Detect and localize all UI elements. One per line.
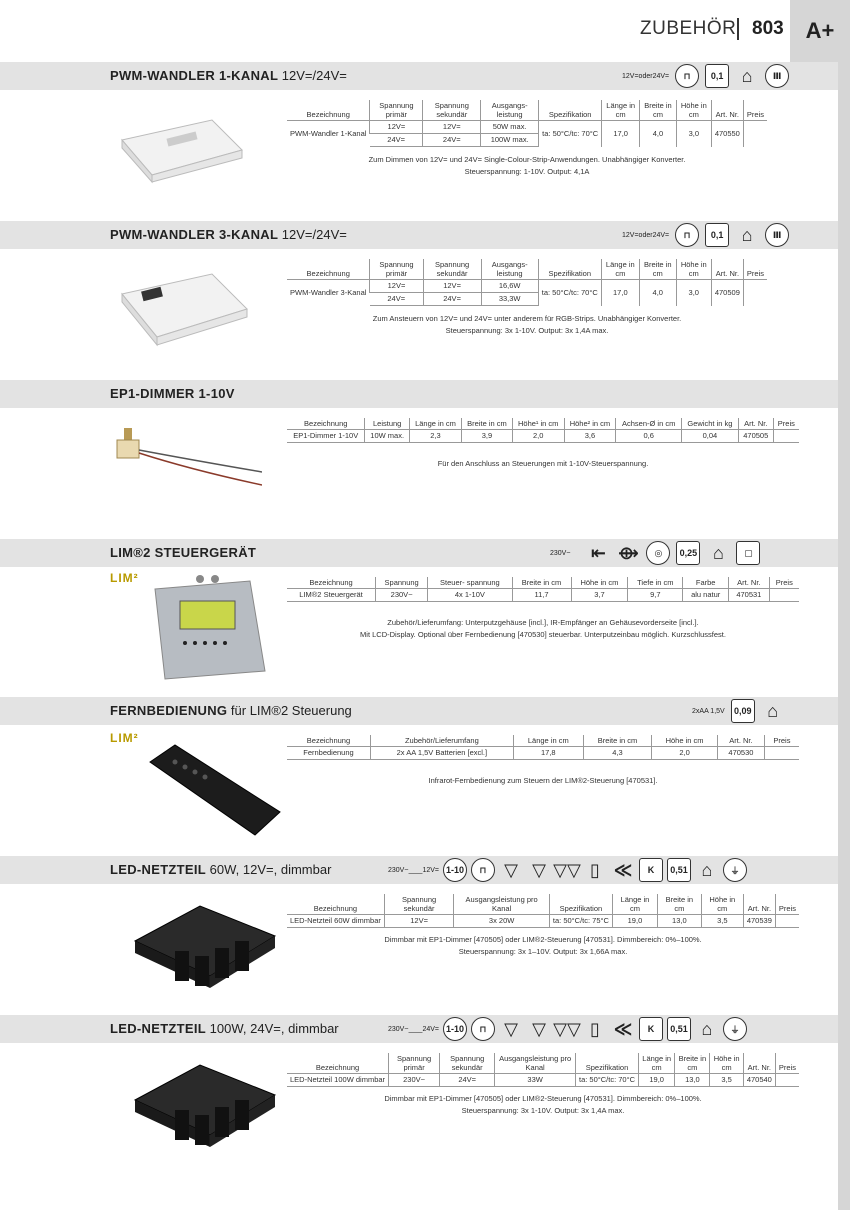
voltage-note: 12V= oder 24V= [622, 231, 670, 239]
spec-table: Bezeichnung Spannung primär Spannung sekundär Ausgangsleistung pro Kanal Spezifikation Länge in cm Breite in cm Höhe in cm Art. Nr. Preis LED-Netzteil 100W dimmbar 230V~ 24V= 33W ta: 50°C/tc: 70°C 19,0 13,0 3,5 470540 [287, 1053, 799, 1087]
lim-logo: LIM² [110, 731, 139, 745]
section-remote [0, 697, 838, 785]
class-ii-icon: ▢ [736, 541, 760, 565]
section-title: LED-NETZTEIL 100W, 24V=, dimmbar [110, 1021, 339, 1036]
ff-mark-icon: ▽▽ [553, 1018, 581, 1039]
section-title: PWM-WANDLER 3-KANAL 12V=/24V= [110, 227, 347, 242]
protection-class-icon: ⊓ [471, 1017, 495, 1041]
table-row: Fernbedienung 2x AA 1,5V Batterien [excl.] 17,8 4,3 2,0 470530 [287, 747, 799, 760]
icon-row [388, 1017, 747, 1041]
led-psu-image [130, 896, 280, 996]
sidebar-strip [838, 62, 850, 1210]
section-led-psu-60w [0, 856, 838, 956]
table-row: LED-Netzteil 100W dimmbar 230V~ 24V= 33W ta: 50°C/tc: 70°C 19,0 13,0 3,5 470540 [287, 1074, 799, 1087]
pwm-converter-image [112, 100, 262, 190]
class-iii-icon: Ⅲ [765, 64, 789, 88]
dimmable-icon: 1-10 [443, 1017, 467, 1041]
section-title: FERNBEDIENUNG für LIM®2 Steuerung [110, 703, 352, 718]
indoor-house-icon: ⌂ [741, 224, 753, 245]
product-description: Zum Dimmen von 12V= und 24V= Single-Colour-Strip-Anwendungen. Unabhängiger Konverter. Steuerspannung: 1-10V. Output: 4,1A [368, 155, 686, 176]
spec-table: Bezeichnung Spannung Steuer- spannung Breite in cm Höhe in cm Tiefe in cm Farbe Art. Nr. Preis LIM®2 Steuergerät 230V~ 4x 1-10V 11,7 3,7 9,7 alu natur 470531 [287, 577, 799, 602]
led-psu-image [130, 1055, 280, 1155]
weight-icon: 0,09 [731, 699, 755, 723]
spec-table: Bezeichnung Spannung sekundär Ausgangsleistung pro Kanal Spezifikation Länge in cm Breite in cm Höhe in cm Art. Nr. Preis LED-Netzteil 60W dimmbar 12V= 3x 20W ta: 50°C/tc: 75°C 19,0 13,0 3,5 470539 [287, 894, 799, 928]
k-mark-icon: K [639, 1017, 663, 1041]
page-header [0, 0, 850, 62]
section-ep1-dimmer [0, 380, 838, 468]
section-tab[interactable]: A+ [790, 0, 850, 62]
section-bar [0, 539, 838, 567]
pwm-converter-image [112, 259, 262, 349]
temperature-icon: ▽ [504, 859, 518, 880]
section-bar [0, 221, 838, 249]
section-pwm-3 [0, 221, 838, 335]
voltage-note: 12V= oder 24V= [622, 72, 670, 80]
weight-icon: 0,25 [676, 541, 700, 565]
recessed-mount-icon: ⟴ [618, 542, 639, 563]
protection-class-icon: ⊓ [471, 858, 495, 882]
page-number: 803 [752, 18, 784, 39]
protection-class-icon: ⊓ [675, 223, 699, 247]
short-circuit-icon: ≪ [613, 859, 633, 880]
indoor-house-icon: ⌂ [713, 542, 724, 563]
ground-icon: ⏚ [723, 1017, 747, 1041]
fuse-icon: ▯ [590, 1018, 600, 1039]
product-description: Zubehör/Lieferumfang: Unterputzgehäuse [incl.], IR-Empfänger an Gehäusevorderseite [incl.]. Mit LCD-Display. Optional über Fernbedienung [470530] steuerbar. Unterputzeinbau möglich. Kurzschlussfest. [360, 618, 726, 639]
header-divider [737, 18, 739, 40]
ground-icon: ⏚ [723, 858, 747, 882]
dimmable-icon: 1-10 [443, 858, 467, 882]
section-bar [0, 856, 838, 884]
surface-mount-icon: ⇤ [590, 542, 606, 563]
protection-class-icon: ⊓ [675, 64, 699, 88]
class-iii-icon: Ⅲ [765, 223, 789, 247]
indoor-house-icon: ⌂ [767, 700, 779, 721]
section-led-psu-100w [0, 1015, 838, 1115]
table-row: PWM-Wandler 3-Kanal 12V= 12V= 16,6W ta: 50°C/tc: 70°C 17,0 4,0 3,0 470509 [287, 280, 767, 293]
section-title: EP1-DIMMER 1-10V [110, 386, 235, 401]
lim-controller-image [140, 571, 270, 686]
section-title: PWM-WANDLER 1-KANAL 12V=/24V= [110, 68, 347, 83]
product-description: Für den Anschluss an Steuerungen mit 1-10V-Steuerspannung. [437, 459, 649, 468]
weight-icon: 0,1 [705, 64, 729, 88]
weight-icon: 0,1 [705, 223, 729, 247]
icon-row [622, 64, 789, 88]
battery-note: 2x AA 1,5V [692, 707, 725, 715]
table-row: 24V= 24V= 33,3W [287, 293, 767, 306]
f-mark-icon: ▽ [532, 1018, 546, 1039]
lim-logo: LIM² [110, 571, 139, 585]
ff-mark-icon: ▽▽ [553, 859, 581, 880]
dimmer-image [112, 420, 262, 510]
icon-row [550, 541, 760, 565]
remote-control-image [145, 737, 285, 842]
section-pwm-1 [0, 62, 838, 176]
weight-icon: 0,51 [667, 858, 691, 882]
spec-table: Bezeichnung Spannung primär Spannung sekundär Ausgangs- leistung Spezifikation Länge in cm Breite in cm Höhe in cm Art. Nr. Preis PWM-Wandler 1-Kanal 12V= 12V= 50W max. ta: 50°C/tc: 70°C 17,0 4,0 3,0 470550 24V= 24V= 100W max. [287, 100, 767, 147]
section-bar [0, 380, 838, 408]
spec-table: Bezeichnung Spannung primär Spannung sekundär Ausgangs- leistung Spezifikation Länge in cm Breite in cm Höhe in cm Art. Nr. Preis PWM-Wandler 3-Kanal 12V= 12V= 16,6W ta: 50°C/tc: 70°C 17,0 4,0 3,0 470509 24V= 24V= 33,3W [287, 259, 767, 306]
section-bar [0, 62, 838, 90]
section-bar [0, 697, 838, 725]
section-title: LED-NETZTEIL 60W, 12V=, dimmbar [110, 862, 332, 877]
table-row: LED-Netzteil 60W dimmbar 12V= 3x 20W ta: 50°C/tc: 75°C 19,0 13,0 3,5 470539 [287, 915, 799, 928]
product-description: Zum Ansteuern von 12V= und 24V= unter anderem für RGB-Strips. Unabhängiger Konverter. Steuerspannung: 3x 1-10V. Output: 3x 1,4A max. [372, 314, 682, 335]
table-row: EP1-Dimmer 1-10V 10W max. 2,3 3,9 2,0 3,6 0,6 0,04 470505 [287, 430, 799, 443]
icon-row [692, 699, 785, 723]
table-row: PWM-Wandler 1-Kanal 12V= 12V= 50W max. ta: 50°C/tc: 70°C 17,0 4,0 3,0 470550 [287, 121, 767, 134]
indoor-house-icon: ⌂ [741, 65, 753, 86]
table-row: 24V= 24V= 100W max. [287, 134, 767, 147]
voltage-note: 230V~ —— 24V= [388, 1025, 439, 1036]
k-mark-icon: K [639, 858, 663, 882]
section-bar [0, 1015, 838, 1043]
short-circuit-icon: ≪ [613, 1018, 633, 1039]
protection-class-icon: ◎ [646, 541, 670, 565]
product-description: Dimmbar mit EP1-Dimmer [470505] oder LIM®2-Steuerung [470531]. Dimmbereich: 0%–100%. Steuerspannung: 3x 1–10V. Output: 3x 1,66A max. [384, 935, 702, 956]
weight-icon: 0,51 [667, 1017, 691, 1041]
icon-row [622, 223, 789, 247]
fuse-icon: ▯ [590, 859, 600, 880]
table-row: LIM®2 Steuergerät 230V~ 4x 1-10V 11,7 3,7 9,7 alu natur 470531 [287, 589, 799, 602]
product-description: Infrarot-Fernbedienung zum Steuern der LIM®2-Steuerung [470531]. [428, 776, 658, 785]
page-category: ZUBEHÖR [640, 18, 737, 39]
spec-table: Bezeichnung Zubehör/Lieferumfang Länge in cm Breite in cm Höhe in cm Art. Nr. Preis Fernbedienung 2x AA 1,5V Batterien [excl.] 17,8 4,3 2,0 470530 [287, 735, 799, 760]
indoor-house-icon: ⌂ [701, 859, 713, 880]
section-title: LIM®2 STEUERGERÄT [110, 545, 257, 560]
product-description: Dimmbar mit EP1-Dimmer [470505] oder LIM®2-Steuerung [470531]. Dimmbereich: 0%–100%. Steuerspannung: 3x 1-10V. Output: 3x 1,4A max. [384, 1094, 702, 1115]
indoor-house-icon: ⌂ [701, 1018, 713, 1039]
f-mark-icon: ▽ [532, 859, 546, 880]
voltage-note: 230V~ —— 12V= [388, 866, 439, 877]
icon-row [388, 858, 747, 882]
section-lim2-controller [0, 539, 838, 639]
voltage-note: 230V~ [550, 549, 571, 557]
spec-table: Bezeichnung Leistung Länge in cm Breite in cm Höhe¹ in cm Höhe² in cm Achsen-Ø in cm Gewicht in kg Art. Nr. Preis EP1-Dimmer 1-10V 10W max. 2,3 3,9 2,0 3,6 0,6 0,04 470505 [287, 418, 799, 443]
temperature-icon: ▽ [504, 1018, 518, 1039]
